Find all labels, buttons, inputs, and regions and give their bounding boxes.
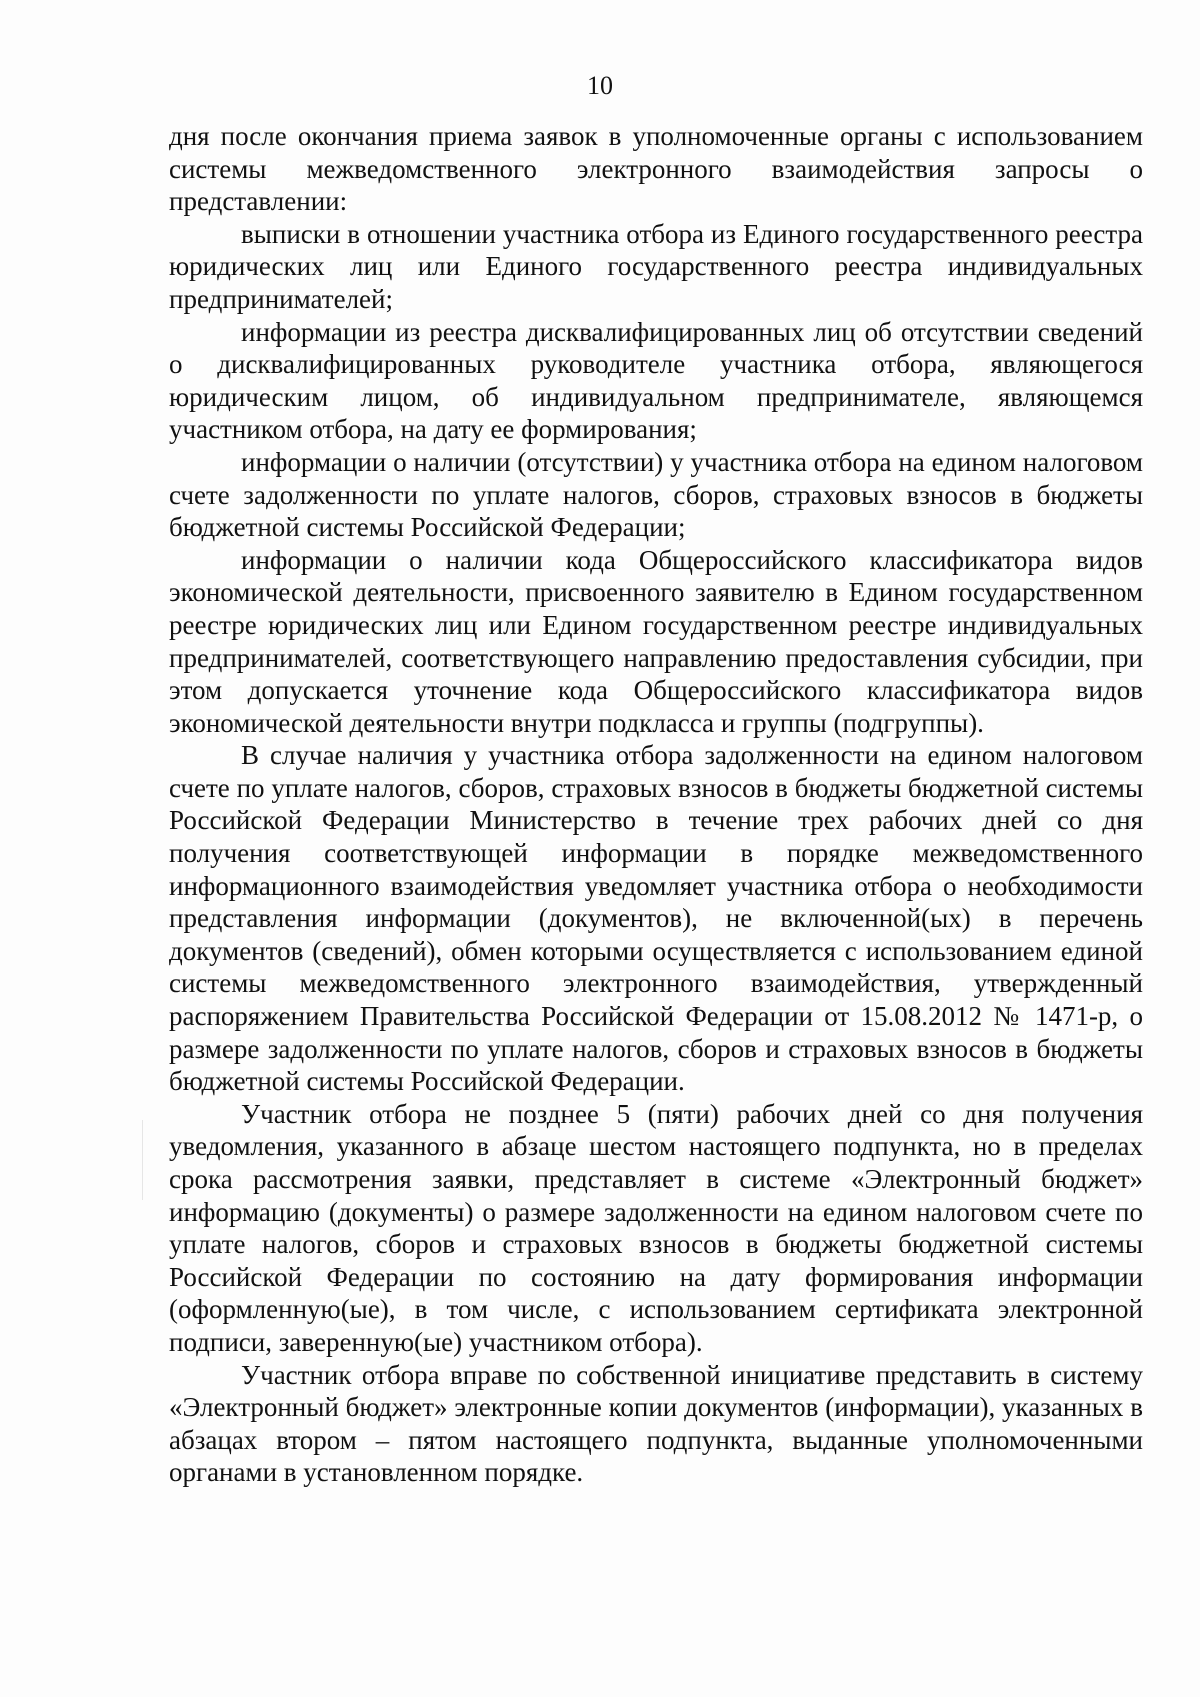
paragraph-okved-code: информации о наличии кода Общероссийского классификатора видов экономической деятельности, присвоенного заявителю в Едином государственном реестре юридических лиц или Едином государственном реестре индивидуальных предпринимателей, соответствующего направлению предоставления субсидии, при этом допускается уточнение кода Общероссийского классификатора видов экономической деятельности внутри подкласса и группы (подгруппы). bbox=[169, 544, 1143, 738]
paragraph-debt-notification: В случае наличия у участника отбора задолженности на едином налоговом счете по уплате налогов, сборов, страховых взносов в бюджеты бюджетной системы Российской Федерации Министерство в течение трех рабочих дней со дня получения соответствующей информации в порядке межведомственного информационного взаимодействия уведомляет участника отбора о необходимости представления информации (документов), не включенной(ых) в перечень документов (сведений), обмен которыми осуществляется с использованием единой системы межведомственного электронного взаимодействия, утвержденный распоряжением Правительства Российской Федерации от 15.08.2012 № 1471-р, о размере задолженности по уплате налогов, сборов и страховых взносов в бюджеты бюджетной системы Российской Федерации. bbox=[169, 740, 1143, 1097]
document-body bbox=[169, 120, 1143, 1489]
paragraph-egrul-extract: выписки в отношении участника отбора из Единого государственного реестра юридических лиц или Единого государственного реестра индивидуальных предпринимателей; bbox=[169, 218, 1143, 314]
paragraph-voluntary-submission: Участник отбора вправе по собственной инициативе представить в систему «Электронный бюджет» электронные копии документов (информации), указанных в абзацах втором – пятом настоящего подпункта, выданные уполномоченными органами в установленном порядке. bbox=[169, 1359, 1143, 1488]
page-number: 10 bbox=[587, 71, 613, 100]
paragraph-continuation: дня после окончания приема заявок в уполномоченные органы с использованием системы межведомственного электронного взаимодействия запросы о представлении: bbox=[169, 121, 1143, 217]
paragraph-tax-debt-info: информации о наличии (отсутствии) у участника отбора на едином налоговом счете задолженности по уплате налогов, сборов, страховых взносов в бюджеты бюджетной системы Российской Федерации; bbox=[169, 446, 1143, 543]
paragraph-disqualified-registry: информации из реестра дисквалифицированных лиц об отсутствии сведений о дисквалифицированных руководителе участника отбора, являющегося юридическим лицом, об индивидуальном предпринимателе, являющемся участником отбора, на дату ее формирования; bbox=[169, 316, 1143, 445]
paragraph-participant-submission: Участник отбора не позднее 5 (пяти) рабочих дней со дня получения уведомления, указанного в абзаце шестом настоящего подпункта, но в пределах срока рассмотрения заявки, представляет в системе «Электронный бюджет» информацию (документы) о размере задолженности на едином налоговом счете по уплате налогов, сборов и страховых взносов в бюджеты бюджетной системы Российской Федерации по состоянию на дату формирования информации (оформленную(ые), в том числе, с использованием сертификата электронной подписи, заверенную(ые) участником отбора). bbox=[169, 1098, 1143, 1357]
scan-artifact-line bbox=[142, 1120, 143, 1200]
